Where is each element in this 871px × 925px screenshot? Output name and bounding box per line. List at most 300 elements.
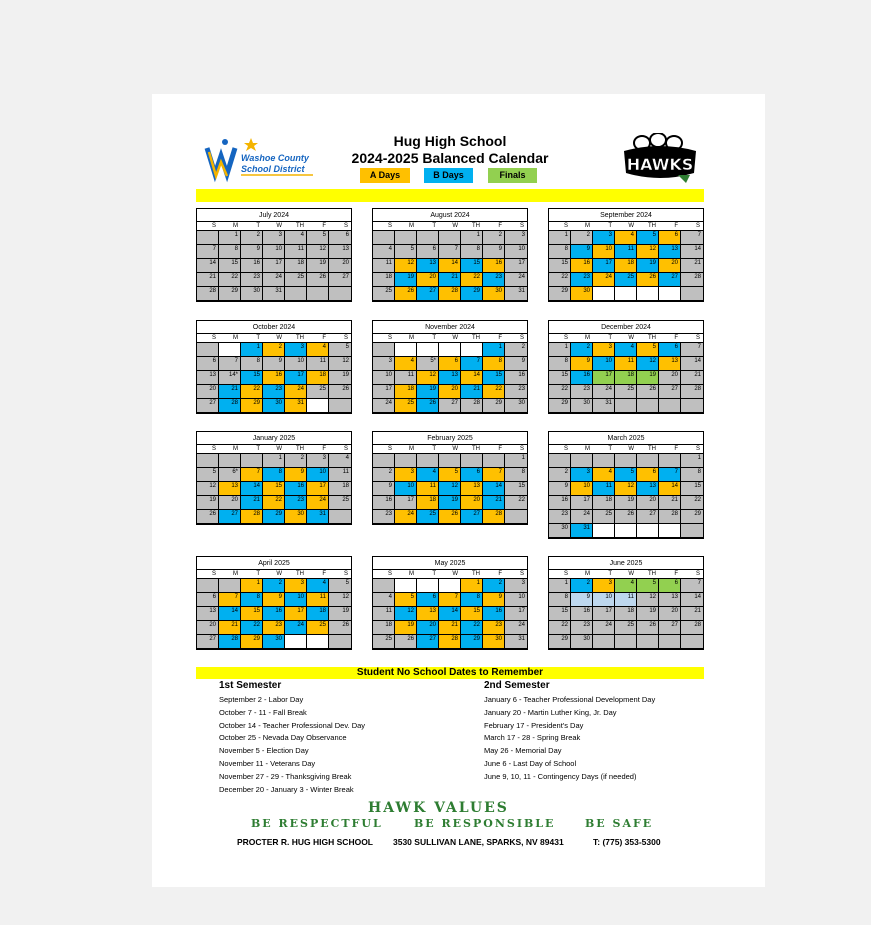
day-cell: 19 [637,259,659,273]
day-cell: 18 [307,371,329,385]
weekday-header-row [373,334,527,342]
day-cell: 15 [461,607,483,621]
day-cell: 28 [681,273,703,287]
weekday-label: W [452,571,458,577]
day-grid [549,342,703,413]
day-cell [285,635,307,649]
day-cell [615,635,637,649]
day-cell: 7 [659,468,681,482]
day-cell: 1 [241,579,263,593]
day-cell [593,635,615,649]
day-cell [571,454,593,468]
day-cell: 16 [241,259,263,273]
day-cell: 9 [505,357,527,371]
day-cell: 7 [483,468,505,482]
day-cell: 21 [681,607,703,621]
day-cell: 28 [241,510,263,524]
day-cell: 17 [593,607,615,621]
day-cell: 3 [593,579,615,593]
day-cell: 28 [483,510,505,524]
day-cell: 16 [549,496,571,510]
day-cell: 1 [263,454,285,468]
day-cell: 6* [219,468,241,482]
day-cell: 14 [483,482,505,496]
day-cell [307,635,329,649]
day-cell: 26 [197,510,219,524]
day-cell: 8 [219,245,241,259]
day-cell: 28 [681,621,703,635]
day-cell: 30 [505,399,527,413]
weekday-label: F [674,335,678,341]
day-cell [615,287,637,301]
day-cell: 26 [615,510,637,524]
day-cell: 7 [681,231,703,245]
day-grid [373,230,527,301]
day-cell: 19 [417,385,439,399]
day-cell: 29 [483,399,505,413]
weekday-label: S [387,223,392,229]
day-cell: 26 [439,510,461,524]
day-cell [681,524,703,538]
day-cell: 26 [329,621,351,635]
weekday-label: TH [648,223,656,229]
day-cell: 18 [373,621,395,635]
day-cell: 13 [417,607,439,621]
day-cell: 7 [219,593,241,607]
day-cell: 5 [395,593,417,607]
day-cell: 27 [197,399,219,413]
day-cell: 4 [615,343,637,357]
day-cell: 18 [615,607,637,621]
legend-b-days: B Days [424,168,473,183]
hawks-logo [620,133,700,185]
day-grid [197,342,351,413]
weekday-header-row [549,334,703,342]
weekday-label: M [585,446,590,452]
day-cell: 6 [197,357,219,371]
weekday-header-row [197,222,351,230]
weekday-label: F [322,446,326,452]
day-cell: 25 [307,385,329,399]
weekday-label: F [498,335,502,341]
day-cell [197,231,219,245]
day-cell: 3 [505,579,527,593]
day-cell: 21 [439,621,461,635]
day-cell: 18 [593,496,615,510]
day-cell: 15 [241,371,263,385]
day-cell: 10 [395,482,417,496]
day-cell: 2 [263,343,285,357]
day-cell: 17 [505,607,527,621]
day-cell: 30 [483,287,505,301]
month-august-2024 [372,208,528,302]
weekday-header-row [549,222,703,230]
day-cell: 4 [285,231,307,245]
weekday-label: M [409,446,414,452]
day-cell: 7 [241,468,263,482]
day-cell: 3 [285,343,307,357]
day-cell: 22 [461,621,483,635]
day-cell: 8 [483,357,505,371]
day-cell [417,343,439,357]
day-cell: 9 [483,245,505,259]
weekday-label: TH [472,223,480,229]
day-cell: 1 [505,454,527,468]
day-cell: 10 [285,593,307,607]
day-cell: 9 [373,482,395,496]
day-cell: 20 [659,259,681,273]
day-cell [659,454,681,468]
day-cell: 25 [615,385,637,399]
day-cell: 18 [417,496,439,510]
day-cell: 27 [659,273,681,287]
weekday-label: F [322,223,326,229]
day-cell: 10 [571,482,593,496]
day-cell: 17 [571,496,593,510]
day-cell: 5* [417,357,439,371]
day-cell: 20 [197,621,219,635]
day-cell: 27 [439,399,461,413]
day-cell: 9 [549,482,571,496]
weekday-label: S [343,335,348,341]
day-cell: 8 [505,468,527,482]
day-cell: 17 [263,259,285,273]
weekday-label: S [695,335,700,341]
month-october-2024 [196,320,352,414]
day-cell: 12 [395,259,417,273]
day-cell: 8 [263,468,285,482]
day-cell: 1 [483,343,505,357]
day-cell: 3 [307,454,329,468]
day-cell [681,287,703,301]
day-cell: 19 [615,496,637,510]
day-cell: 7 [681,579,703,593]
day-cell [417,579,439,593]
weekday-label: M [585,335,590,341]
day-cell: 25 [417,510,439,524]
day-cell: 5 [439,468,461,482]
weekday-label: T [432,571,436,577]
day-cell: 8 [241,593,263,607]
weekday-label: M [585,571,590,577]
no-school-date: January 6 - Teacher Professional Development Day [484,695,656,704]
day-cell: 3 [593,231,615,245]
weekday-label: W [452,223,458,229]
day-grid [549,453,703,538]
day-cell: 18 [615,259,637,273]
school-name: Hug High School [393,133,507,149]
weekday-label: T [256,571,260,577]
month-september-2024 [548,208,704,302]
day-cell: 8 [461,593,483,607]
no-school-date: November 11 - Veterans Day [219,758,316,768]
weekday-label: S [563,446,568,452]
day-cell: 11 [615,593,637,607]
day-cell: 24 [593,273,615,287]
day-cell: 25 [593,510,615,524]
day-cell: 18 [285,259,307,273]
weekday-label: S [211,446,216,452]
day-cell: 27 [417,287,439,301]
day-cell: 21 [483,496,505,510]
day-cell: 13 [659,357,681,371]
day-cell: 7 [219,357,241,371]
day-cell: 5 [197,468,219,482]
day-cell: 22 [219,273,241,287]
day-cell: 10 [373,371,395,385]
weekday-header-row [373,445,527,453]
day-cell: 9 [241,245,263,259]
month-title: January 2025 [197,432,351,445]
day-cell: 30 [571,287,593,301]
day-cell: 20 [329,259,351,273]
day-cell: 24 [395,510,417,524]
day-cell: 5 [329,343,351,357]
day-cell: 24 [285,385,307,399]
day-cell: 29 [461,287,483,301]
day-cell: 25 [395,399,417,413]
weekday-label: S [211,335,216,341]
day-cell: 6 [659,231,681,245]
day-cell: 29 [549,399,571,413]
day-cell: 5 [395,245,417,259]
weekday-label: W [276,571,282,577]
weekday-label: S [695,223,700,229]
weekday-label: T [608,223,612,229]
day-cell: 14* [219,371,241,385]
weekday-label: M [233,223,238,229]
calendar-title: 2024-2025 Balanced Calendar [351,150,549,166]
day-cell: 1 [241,343,263,357]
washoe-county-logo [203,134,315,186]
day-cell: 12 [329,357,351,371]
day-cell: 29 [241,635,263,649]
day-cell: 21 [219,621,241,635]
day-cell: 24 [285,621,307,635]
day-cell: 2 [571,343,593,357]
day-cell: 15 [241,607,263,621]
day-cell: 24 [373,399,395,413]
day-cell: 24 [593,385,615,399]
month-february-2025 [372,431,528,525]
day-cell: 22 [241,385,263,399]
day-cell: 23 [263,621,285,635]
day-cell: 18 [395,385,417,399]
day-cell: 10 [593,593,615,607]
day-cell: 21 [681,259,703,273]
day-cell [395,343,417,357]
day-cell: 14 [659,482,681,496]
day-cell: 17 [395,496,417,510]
weekday-label: S [211,571,216,577]
day-cell: 6 [439,357,461,371]
value-safe: BE SAFE [585,817,654,830]
day-cell: 27 [659,385,681,399]
day-cell: 16 [571,259,593,273]
day-cell [593,454,615,468]
day-cell: 16 [571,371,593,385]
month-june-2025 [548,556,704,650]
day-cell: 24 [307,496,329,510]
weekday-label: S [563,335,568,341]
day-cell: 6 [329,231,351,245]
day-cell: 17 [373,385,395,399]
day-cell: 11 [307,593,329,607]
month-march-2025 [548,431,704,539]
day-cell: 12 [395,607,417,621]
day-cell [417,454,439,468]
no-school-date: November 27 - 29 - Thanksgiving Break [219,771,352,781]
month-december-2024 [548,320,704,414]
weekday-label: M [233,335,238,341]
day-cell: 26 [637,273,659,287]
day-cell: 16 [263,607,285,621]
day-cell: 22 [549,385,571,399]
weekday-label: S [695,446,700,452]
day-cell: 19 [395,273,417,287]
day-cell [615,399,637,413]
day-cell [219,454,241,468]
month-title: November 2024 [373,321,527,334]
day-cell: 20 [637,496,659,510]
day-cell [307,399,329,413]
no-school-date: October 14 - Teacher Professional Dev. Day [219,720,366,730]
day-cell [219,343,241,357]
day-cell: 29 [681,510,703,524]
day-cell: 20 [417,621,439,635]
day-cell: 19 [197,496,219,510]
day-cell: 9 [571,593,593,607]
day-cell [373,579,395,593]
day-cell: 1 [549,579,571,593]
day-cell [637,399,659,413]
day-cell: 13 [417,259,439,273]
day-cell: 8 [549,245,571,259]
day-cell: 8 [241,357,263,371]
weekday-label: W [628,223,634,229]
day-cell: 5 [307,231,329,245]
day-cell: 14 [439,259,461,273]
day-cell: 9 [571,245,593,259]
day-cell: 7 [439,593,461,607]
day-cell: 15 [505,482,527,496]
weekday-label: TH [296,223,304,229]
day-cell: 16 [483,607,505,621]
day-cell: 4 [307,579,329,593]
day-cell: 22 [241,621,263,635]
day-cell [439,343,461,357]
month-title: July 2024 [197,209,351,222]
header-yellow-bar [196,189,704,202]
month-title: December 2024 [549,321,703,334]
day-cell: 25 [615,273,637,287]
day-cell: 13 [461,482,483,496]
weekday-label: S [519,446,524,452]
weekday-label: M [233,571,238,577]
day-cell: 2 [505,343,527,357]
day-cell: 20 [417,273,439,287]
day-cell: 10 [285,357,307,371]
day-cell: 30 [549,524,571,538]
weekday-label: W [628,446,634,452]
day-cell: 5 [637,579,659,593]
day-cell: 21 [439,273,461,287]
weekday-label: T [432,223,436,229]
day-cell: 2 [241,231,263,245]
day-cell: 20 [219,496,241,510]
day-cell: 1 [549,343,571,357]
day-cell: 11 [615,357,637,371]
day-cell: 23 [373,510,395,524]
day-cell: 19 [307,259,329,273]
day-cell: 30 [483,635,505,649]
day-cell: 30 [285,510,307,524]
day-cell: 24 [571,510,593,524]
weekday-label: W [452,446,458,452]
day-cell: 5 [329,579,351,593]
weekday-label: S [563,223,568,229]
day-cell: 31 [263,287,285,301]
weekday-label: T [256,446,260,452]
day-cell: 14 [681,593,703,607]
weekday-label: S [343,446,348,452]
day-cell [659,287,681,301]
month-title: June 2025 [549,557,703,570]
weekday-label: W [276,446,282,452]
day-cell: 2 [483,231,505,245]
day-cell: 22 [461,273,483,287]
day-cell: 4 [417,468,439,482]
day-grid [197,230,351,301]
day-cell: 11 [373,259,395,273]
weekday-label: F [674,571,678,577]
day-cell: 26 [637,621,659,635]
month-january-2025 [196,431,352,525]
weekday-label: TH [472,446,480,452]
day-cell: 12 [417,371,439,385]
weekday-label: S [519,571,524,577]
day-cell: 4 [373,245,395,259]
day-cell [329,510,351,524]
day-cell: 3 [395,468,417,482]
month-title: March 2025 [549,432,703,445]
day-grid [373,578,527,649]
no-school-date: September 2 - Labor Day [219,695,304,704]
weekday-header-row [373,222,527,230]
month-may-2025 [372,556,528,650]
day-cell: 4 [615,579,637,593]
weekday-label: F [674,446,678,452]
sem2-heading: 2nd Semester [484,680,550,691]
day-cell: 12 [197,482,219,496]
hawk-values-title: HAWK VALUES [368,800,509,816]
day-cell: 3 [593,343,615,357]
day-cell: 23 [571,621,593,635]
day-cell: 24 [505,273,527,287]
day-cell [637,524,659,538]
day-cell: 12 [637,357,659,371]
day-cell: 23 [285,496,307,510]
day-cell [241,454,263,468]
day-cell: 1 [219,231,241,245]
weekday-label: T [608,335,612,341]
day-cell: 6 [637,468,659,482]
day-cell [373,343,395,357]
day-cell: 11 [285,245,307,259]
day-cell: 23 [483,273,505,287]
day-cell: 26 [329,385,351,399]
month-november-2024 [372,320,528,414]
